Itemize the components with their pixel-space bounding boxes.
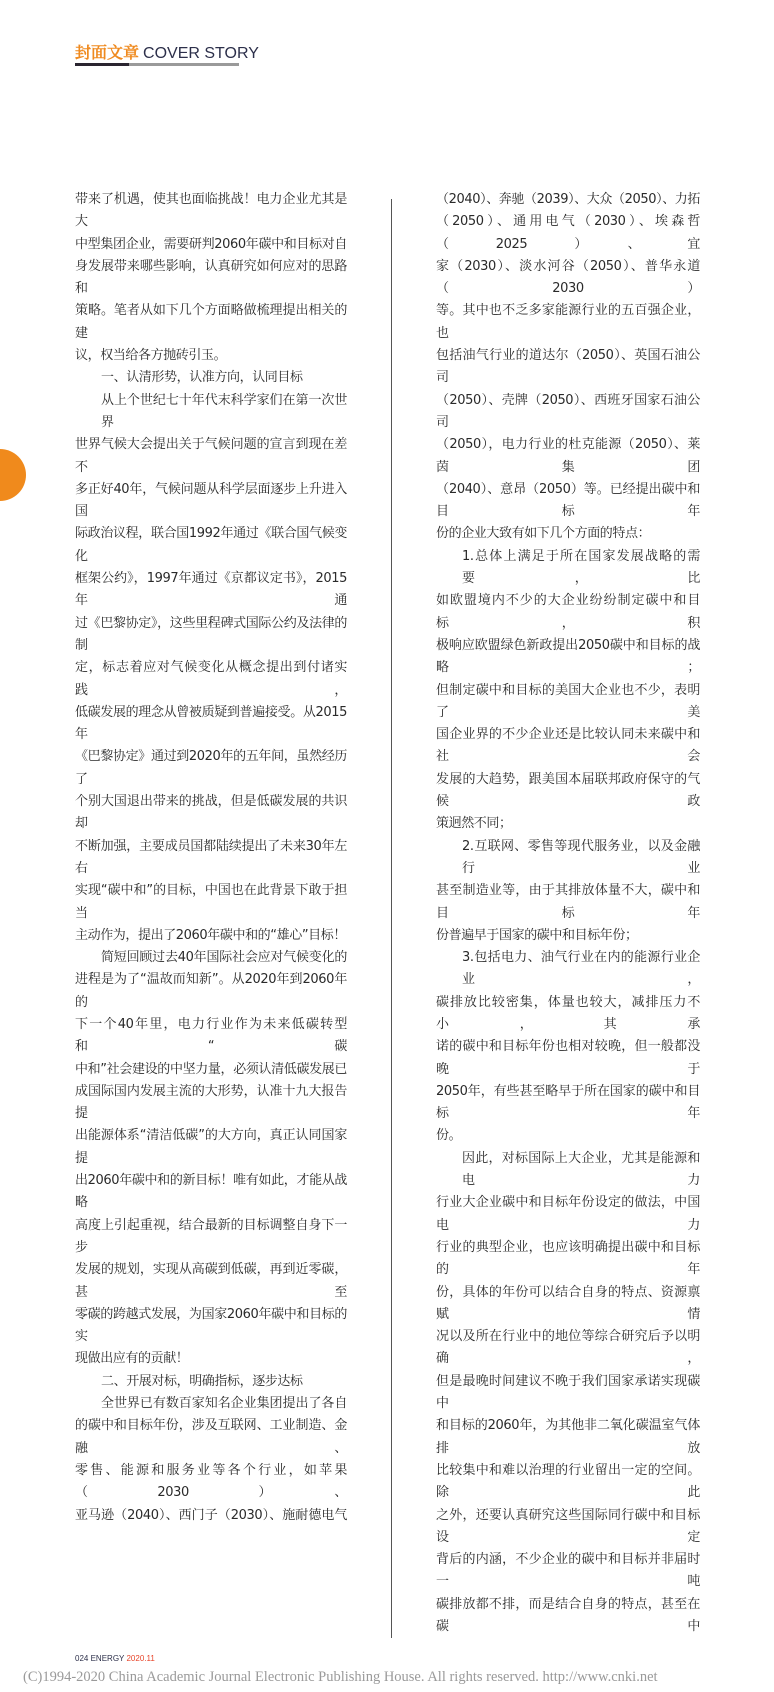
text-line: 发展的规划，实现从高碳到低碳，再到近零碳，甚至 <box>75 1262 347 1300</box>
text-line: （2050）、通用电气（2030）、埃森哲（2025）、宜 <box>436 214 700 252</box>
text-line: 全世界已有数百家知名企业集团提出了各自 <box>101 1396 347 1412</box>
text-line: （2050）、壳牌（2050）、西班牙国家石油公司 <box>436 392 700 430</box>
text-line: 中和”社会建设的中坚力量，必须认清低碳发展已 <box>75 1061 347 1077</box>
text-line: 和目标的2060年，为其他非二氧化碳温室气体排放 <box>436 1418 700 1456</box>
text-line: 低碳发展的理念从曾被质疑到普遍接受。从2015年 <box>75 704 347 743</box>
text-line: 2.互联网、零售等现代服务业，以及金融行业 <box>462 838 700 876</box>
text-line: 行业大企业碳中和目标年份设定的做法，中国电力 <box>436 1195 700 1233</box>
text-line: 世界气候大会提出关于气候问题的宣言到现在差不 <box>75 437 347 475</box>
text-line: 高度上引起重视，结合最新的目标调整自身下一步 <box>75 1217 347 1255</box>
text-line: 包括油气行业的道达尔（2050）、英国石油公司 <box>436 348 700 386</box>
text-line: 出2060年碳中和的新目标！唯有如此，才能从战略 <box>75 1173 347 1211</box>
text-line: 等。其中也不乏多家能源行业的五百强企业，也 <box>436 303 700 341</box>
issue-number: 2020.11 <box>126 1654 155 1664</box>
text-line: 从上个世纪七十年代末科学家们在第一次世界 <box>101 392 347 430</box>
text-line: 框架公约》，1997年通过《京都议定书》，2015年通 <box>75 571 347 609</box>
text-line: 一、认清形势，认准方向，认同目标 <box>101 370 303 386</box>
text-line: 成国际国内发展主流的大形势，认准十九大报告提 <box>75 1083 347 1122</box>
header-rule-grey <box>129 63 239 66</box>
text-line: 碳排放比较密集，体量也较大，减排压力不小，其承 <box>436 994 700 1032</box>
text-line: 下一个40年里，电力行业作为未来低碳转型和“碳 <box>75 1016 347 1055</box>
text-line: 因此，对标国际上大企业，尤其是能源和电力 <box>462 1150 700 1189</box>
text-line: 国企业界的不少企业还是比较认同未来碳中和社会 <box>436 727 700 765</box>
text-line: 策迥然不同； <box>436 816 512 832</box>
text-line: 家（2030）、淡水河谷（2050）、普华永道（2030） <box>436 258 700 297</box>
text-line: 带来了机遇，使其也面临挑战！电力企业尤其是大 <box>75 192 347 230</box>
text-line: 但是最晚时间建议不晚于我们国家承诺实现碳中 <box>436 1373 700 1412</box>
text-line: 中型集团企业，需要研判2060年碳中和目标对自 <box>75 236 347 252</box>
text-line: 之外，还要认真研究这些国际同行碳中和目标设定 <box>436 1507 700 1545</box>
text-line: 现做出应有的贡献！ <box>75 1351 189 1367</box>
text-line: 策略。笔者从如下几个方面略做梳理提出相关的建 <box>75 303 347 341</box>
text-line: （2050），电力行业的杜克能源（2050）、莱茵集团 <box>436 437 700 475</box>
text-line: （2040）、意昂（2050）等。已经提出碳中和目标年 <box>436 481 700 520</box>
text-line: 议，权当给各方抛砖引玉。 <box>75 348 227 364</box>
text-line: 3.包括电力、油气行业在内的能源行业企业， <box>462 950 700 988</box>
magazine-name: ENERGY <box>90 1654 125 1664</box>
text-line: 的碳中和目标年份，涉及互联网、工业制造、金融、 <box>75 1418 347 1456</box>
text-line: 《巴黎协定》通过到2020年的五年间，虽然经历了 <box>75 749 347 787</box>
text-line: 比较集中和难以治理的行业留出一定的空间。除此 <box>436 1462 700 1501</box>
text-line: 如欧盟境内不少的大企业纷纷制定碳中和目标，积 <box>436 593 700 631</box>
text-line: 身发展带来哪些影响，认真研究如何应对的思路和 <box>75 258 347 297</box>
text-line: 零碳的跨越式发展，为国家2060年碳中和目标的实 <box>75 1306 347 1345</box>
section-header <box>75 40 259 63</box>
text-line: 二、开展对标，明确指标，逐步达标 <box>101 1373 303 1389</box>
text-line: 2050年，有些甚至略早于所在国家的碳中和目标年 <box>436 1083 700 1122</box>
text-line: 进程是为了“温故而知新”。从2020年到2060年的 <box>75 972 347 1010</box>
text-line: 行业的典型企业，也应该明确提出碳中和目标的年 <box>436 1239 700 1278</box>
page-number: 024 <box>75 1654 89 1664</box>
text-line: 过《巴黎协定》，这些里程碑式国际公约及法律的制 <box>75 615 347 653</box>
copyright-watermark: (C)1994-2020 China Academic Journal Electronic Publishing House. All rights reserved. http://www.cnki.net <box>23 1669 658 1686</box>
column-divider <box>391 199 392 1638</box>
text-line: 但制定碳中和目标的美国大企业也不少，表明了美 <box>436 682 700 720</box>
text-line: 主动作为，提出了2060年碳中和的“雄心”目标！ <box>75 927 346 943</box>
text-line: 甚至制造业等，由于其排放体量不大，碳中和目标年 <box>436 883 700 921</box>
text-line: 出能源体系“清洁低碳”的大方向，真正认同国家提 <box>75 1128 347 1166</box>
text-line: （2040）、奔驰（2039）、大众（2050）、力拓 <box>436 192 700 207</box>
text-line: 份的企业大致有如下几个方面的特点： <box>436 526 651 542</box>
page-footer <box>75 1654 774 1664</box>
text-line: 不断加强，主要成员国都陆续提出了未来30年左右 <box>75 838 347 876</box>
text-line: 份普遍早于国家的碳中和目标年份； <box>436 927 638 943</box>
section-title-cn: 封面文章 <box>75 43 140 62</box>
text-line: 亚马逊（2040）、西门子（2030）、施耐德电气 <box>75 1507 347 1523</box>
text-line: 份，具体的年份可以结合自身的特点、资源禀赋情 <box>436 1284 700 1322</box>
section-title-en: COVER STORY <box>143 45 259 62</box>
text-line: 个别大国退出带来的挑战，但是低碳发展的共识却 <box>75 794 347 832</box>
right-column <box>436 189 700 1638</box>
text-line: 多正好40年，气候问题从科学层面逐步上升进入国 <box>75 481 347 520</box>
text-line: 简短回顾过去40年国际社会应对气候变化的 <box>101 950 347 966</box>
header-rule-dark <box>75 63 129 66</box>
text-line: 诺的碳中和目标年份也相对较晚，但一般都没晚于 <box>436 1039 700 1077</box>
text-line: 极响应欧盟绿色新政提出2050碳中和目标的战略； <box>436 637 700 676</box>
text-line: 发展的大趋势，跟美国本届联邦政府保守的气候政 <box>436 771 700 810</box>
text-line: 碳排放都不排，而是结合自身的特点，甚至在碳中 <box>436 1596 700 1634</box>
text-line: 况以及所在行业中的地位等综合研究后予以明确， <box>436 1329 700 1367</box>
text-line: 背后的内涵，不少企业的碳中和目标并非届时一吨 <box>436 1552 700 1590</box>
text-line: 实现“碳中和”的目标，中国也在此背景下敢于担当 <box>75 883 347 921</box>
left-column <box>75 189 347 1638</box>
text-line: 定，标志着应对气候变化从概念提出到付诸实践， <box>75 660 347 698</box>
text-line: 零售、能源和服务业等各个行业，如苹果（2030）、 <box>75 1462 347 1501</box>
text-line: 份。 <box>436 1128 462 1144</box>
text-line: 际政治议程，联合国1992年通过《联合国气候变化 <box>75 526 347 564</box>
text-line: 1.总体上满足于所在国家发展战略的需要，比 <box>462 548 700 587</box>
